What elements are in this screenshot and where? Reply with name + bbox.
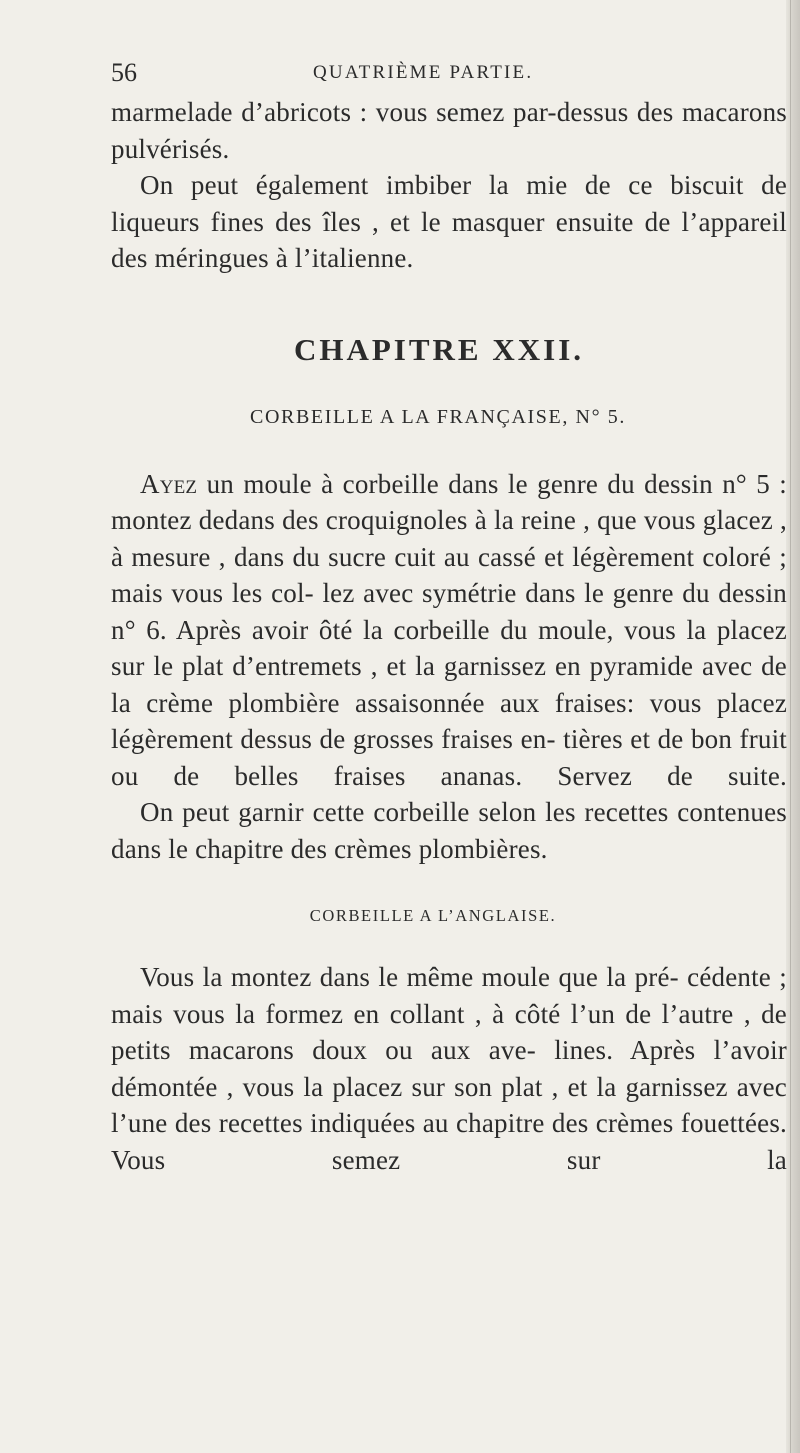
section-title-anglaise: CORBEILLE A L’ANGLAISE. — [309, 906, 557, 925]
page-number: 56 — [111, 58, 137, 87]
intro-paragraph-2: On peut également imbiber la mie de ce biscuit de liqueurs fines des îles , et le masquer ensuite de l’appareil des méringues à l’italienne. — [111, 170, 787, 273]
chapter-title: CHAPITRE XXII. — [293, 331, 585, 367]
section-title-francaise: CORBEILLE A LA FRANÇAISE, N° 5. — [250, 405, 626, 428]
section-1-paragraph-2: On peut garnir cette corbeille selon les recettes contenues dans le chapitre des crèmes plombières. — [111, 797, 787, 864]
paragraph-body: un moule à corbeille dans le genre du dessin n° 5 : montez dedans des croquignoles à la reine , que vous glacez , à mesure , dans du sucre cuit au cassé et légèrement coloré ; mais vous les col- lez avec symétrie dans le genre du dessin n° 6. Après avoir ôté la corbeille du moule, vous la placez sur le plat d’entremets , et la garnissez en pyramide avec de la crème plombière assaisonnée aux fraises: vous placez légèrement dessus de grosses fraises en- tières et de bon fruit ou de belles fraises ananas. Servez de suite. — [111, 468, 787, 791]
page-edge-line — [790, 0, 791, 1453]
intro-paragraph-1: marmelade d’abricots : vous semez par-dessus des macarons pulvérisés. — [111, 97, 787, 164]
paragraph-first-word: Ayez — [140, 468, 198, 499]
page-content — [111, 56, 787, 1178]
running-head: QUATRIÈME PARTIE. — [313, 62, 534, 83]
page-header — [111, 56, 787, 94]
section-2-paragraph-1: Vous la montez dans le même moule que la pré- cédente ; mais vous la formez en collant , à côté l’un de l’autre , de petits macarons doux ou aux ave- lines. Après l’avoir démontée , vous la placez sur son plat , et la garnissez avec l’une des recettes indiquées au chapitre des crèmes fouettées. Vous semez sur la — [111, 962, 787, 1175]
page-edge — [786, 0, 800, 1453]
section-1-paragraph-1 — [111, 466, 787, 795]
